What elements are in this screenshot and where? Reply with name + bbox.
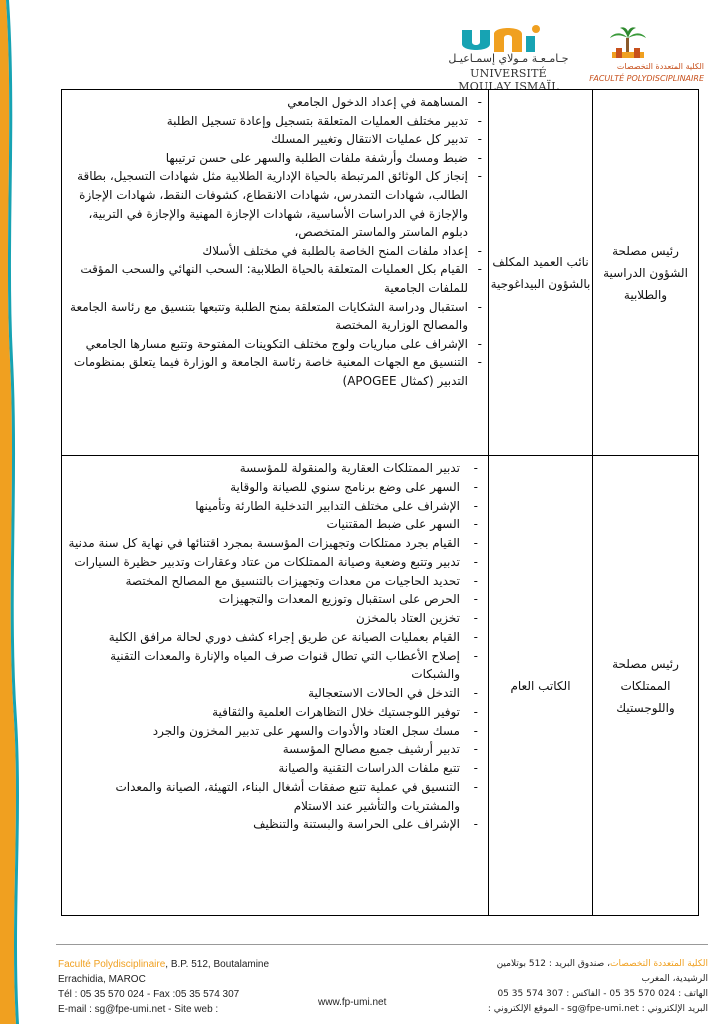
service-cell: رئيس مصلحة الشؤون الدراسية والطلابية [593, 90, 699, 456]
footer-address-ar: ، صندوق البريد : 512 بوتلامين [496, 959, 610, 969]
list-item: - السهر على وضع برنامج سنوي للصيانة والوقاية [68, 478, 482, 497]
list-item: - استقبال ودراسة الشكايات المتعلقة بمنح الطلبة وتتبعها بتنسيق مع رئاسة الجامعة والمصالح الوزارية المختصة [68, 298, 482, 335]
list-item: - القيام بعمليات الصيانة عن طريق إجراء كشف دوري لحالة مرافق الكلية [68, 628, 482, 647]
university-name-fr: UNIVERSITÉ MOULAY ISMAÏL [458, 67, 559, 93]
footer-city-ar: الرشيدية، المغرب [641, 974, 708, 984]
list-item: - التنسيق في عملية تتبع صفقات أشغال البناء، التهيئة، الصيانة والمعدات والمشتريات والتأشير عند الاستلام [68, 778, 482, 816]
task-list [68, 93, 482, 391]
palm-tree-icon [608, 26, 648, 60]
list-item: - تدبير مختلف العمليات المتعلقة بتسجيل وإعادة تسجيل الطلبة [68, 112, 482, 131]
service-cell: رئيس مصلحة الممتلكات واللوجستيك [593, 456, 699, 916]
list-item: - توفير اللوجستيك خلال التظاهرات العلمية والثقافية [68, 703, 482, 722]
list-item: - تخزين العتاد بالمخزن [68, 609, 482, 628]
reference-cell: نائب العميد المكلف بالشؤون البيداغوجية [489, 90, 593, 456]
footer-contact-ar [458, 957, 708, 1017]
task-list [68, 459, 482, 834]
list-item: - تدبير وتتبع وضعية وصيانة الممتلكات من عتاد وعقارات وتدبير حظيرة السيارات [68, 553, 482, 572]
footer-email-fr: E-mail : sg@fpe-umi.net - Site web : [58, 1004, 219, 1015]
footer-city-fr: Errachidia, MAROC [58, 974, 146, 985]
list-item: - الإشراف على مباريات ولوج مختلف التكوينات المفتوحة وتتبع مسارها الجامعي [68, 335, 482, 354]
university-logo [446, 24, 571, 93]
list-item: - التدخل في الحالات الاستعجالية [68, 684, 482, 703]
list-item: - الإشراف على الحراسة والبستنة والتنظيف [68, 815, 482, 834]
footer-email-ar: البريد الإلكتروني : sg@fpe-umi.net - الموقع الإلكتروني : [487, 1004, 708, 1014]
footer-address-fr: , B.P. 512, Boutalamine [165, 959, 270, 970]
list-item: - الإشراف على مختلف التدابير التدخلية الطارئة وتأمينها [68, 497, 482, 516]
job-description-table [61, 89, 699, 916]
university-name-ar: جـامـعـة مـولاي إسمـاعيـل [448, 52, 569, 65]
umi-logo-icon [460, 24, 544, 54]
list-item: - تدبير الممتلكات العقارية والمنقولة للمؤسسة [68, 459, 482, 478]
faculty-name-fr: FACULTÉ POLYDISCIPLINAIRE [589, 74, 704, 83]
footer-brand-ar: الكلية المتعددة التخصصات [610, 959, 708, 969]
list-item: - إنجاز كل الوثائق المرتبطة بالحياة الإدارية الطلابية مثل شهادات التسجيل، بطاقة الطالب، شهادات التمدرس، شهادات الانقطاع، كشوفات النقط، شهادات الإجازة والإجازة في الدراسات الأساسية، شهادات الإجازة المهنية والإجازة في التربية، دبلوم الماستر والماستر المتخصص، [68, 167, 482, 241]
table-row [62, 456, 699, 916]
list-item: - القيام بجرد ممتلكات وتجهيزات المؤسسة بمجرد اقتنائها في نهاية كل سنة مدنية [68, 534, 482, 553]
tasks-cell [62, 456, 489, 916]
footer-phone-fr: Tél : 05 35 570 024 - Fax :05 35 574 307 [58, 989, 240, 1000]
list-item: - تدبير أرشيف جميع مصالح المؤسسة [68, 740, 482, 759]
list-item: - إصلاح الأعطاب التي تطال قنوات صرف المياه والإنارة والمعدات التقنية والشبكات [68, 647, 482, 685]
table-row [62, 90, 699, 456]
faculty-name-ar: الكلية المتعددة التخصصات [616, 62, 704, 71]
footer-divider [56, 944, 708, 945]
tasks-cell [62, 90, 489, 456]
list-item: - ضبط ومسك وأرشفة ملفات الطلبة والسهر على حسن ترتيبها [68, 149, 482, 168]
footer-phone-ar: الهاتف : 024 570 35 05 - الفاكس : 307 574 35 05 [497, 989, 708, 999]
list-item: - التنسيق مع الجهات المعنية خاصة رئاسة الجامعة و الوزارة فيما يتعلق بمنظومات التدبير (كمثال APOGEE) [68, 353, 482, 390]
list-item: - القيام بكل العمليات المتعلقة بالحياة الطلابية: السحب النهائي والسحب المؤقت للملفات الجامعية [68, 260, 482, 297]
footer-website-link[interactable]: www.fp-umi.net [318, 997, 387, 1008]
decorative-border [0, 0, 26, 1024]
reference-cell: الكاتب العام [489, 456, 593, 916]
list-item: - المساهمة في إعداد الدخول الجامعي [68, 93, 482, 112]
faculty-logo [589, 26, 710, 88]
list-item: - إعداد ملفات المنح الخاصة بالطلبة في مختلف الأسلاك [68, 242, 482, 261]
list-item: - الحرص على استقبال وتوزيع المعدات والتجهيزات [68, 590, 482, 609]
footer-contact-fr [58, 957, 308, 1017]
list-item: - مسك سجل العتاد والأدوات والسهر على تدبير المخزون والجرد [68, 722, 482, 741]
list-item: - تتبع ملفات الدراسات التقنية والصيانة [68, 759, 482, 778]
list-item: - تدبير كل عمليات الانتقال وتغيير المسلك [68, 130, 482, 149]
list-item: - السهر على ضبط المقتنيات [68, 515, 482, 534]
footer-brand-fr: Faculté Polydisciplinaire [58, 959, 166, 970]
list-item: - تحديد الحاجيات من معدات وتجهيزات بالتنسيق مع المصالح المختصة [68, 572, 482, 591]
